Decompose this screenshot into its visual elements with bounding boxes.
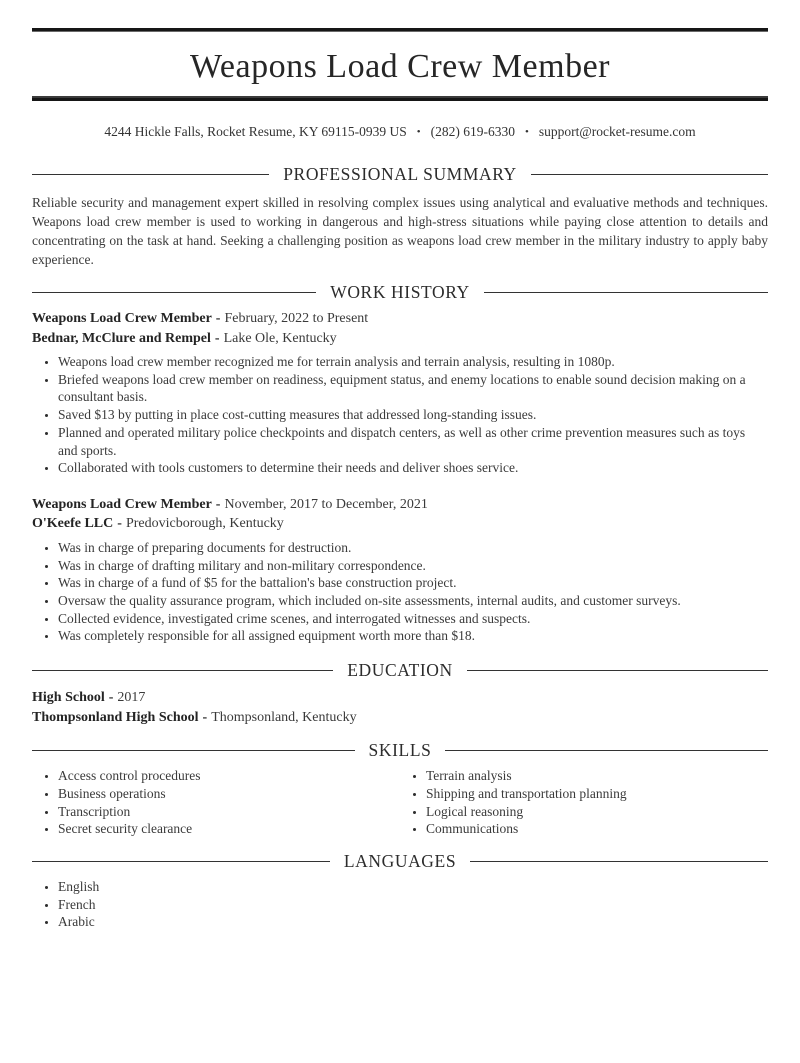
contact-phone: (282) 619-6330 <box>430 124 515 139</box>
heading-rule-left <box>32 174 269 176</box>
job-bullet: • Was in charge of preparing documents for destruction. <box>58 539 768 557</box>
job-dates: November, 2017 to December, 2021 <box>224 496 428 512</box>
skill-item: • Shipping and transportation planning <box>426 785 768 803</box>
work-heading: WORK HISTORY <box>330 282 470 302</box>
education-degree: High School <box>32 690 105 706</box>
section-heading-skills <box>32 739 768 762</box>
skills-list-left <box>32 767 400 838</box>
skill-item: • Communications <box>426 820 768 838</box>
job-bullet: • Oversaw the quality assurance program, which included on-site assessments, internal audits, and customer surveys. <box>58 592 768 610</box>
language-item: • French <box>58 896 768 914</box>
job-bullet: • Collected evidence, investigated crime scenes, and interrogated witnesses and suspects. <box>58 610 768 628</box>
contact-separator-dot: • <box>416 126 421 138</box>
heading-rule-right <box>470 861 768 863</box>
skills-list-right <box>400 767 768 838</box>
section-heading-languages <box>32 850 768 873</box>
dash-separator: - <box>215 496 221 512</box>
education-year: 2017 <box>117 690 146 706</box>
dash-separator: - <box>202 709 208 725</box>
job-employer-line <box>32 514 768 534</box>
education-degree-line <box>32 688 768 708</box>
language-item: • English <box>58 878 768 896</box>
section-heading-education <box>32 659 768 682</box>
education-heading: EDUCATION <box>347 660 453 681</box>
section-heading-work <box>32 281 768 304</box>
skills-columns <box>32 762 768 838</box>
job-title-line <box>32 309 768 329</box>
job-entry-2 <box>32 495 768 645</box>
education-school-line <box>32 708 768 728</box>
job-location: Lake Ole, Kentucky <box>223 330 337 346</box>
contact-address: 4244 Hickle Falls, Rocket Resume, KY 69115-0939 US <box>104 124 407 139</box>
job-employer: O'Keefe LLC <box>32 516 114 532</box>
dash-separator: - <box>117 516 122 532</box>
heading-rule-left <box>32 861 330 863</box>
languages-heading: LANGUAGES <box>343 850 457 871</box>
resume-page <box>0 28 800 931</box>
heading-rule-right <box>531 174 768 176</box>
skill-item: • Logical reasoning <box>426 803 768 821</box>
skill-item: • Business operations <box>58 785 400 803</box>
job-location: Predovicborough, Kentucky <box>125 516 284 532</box>
dash-separator: - <box>214 330 220 346</box>
contact-separator-dot: • <box>524 126 529 138</box>
skill-item: • Terrain analysis <box>426 767 768 785</box>
job-dates: February, 2022 to Present <box>224 311 369 326</box>
heading-rule-left <box>32 292 316 294</box>
education-entry <box>32 688 768 727</box>
summary-text: Reliable security and management expert skilled in resolving complex issues using analytical and evaluative methods and techniques. Weapons load crew member is used to working in dangerous and high-stress situations while paying close attention to details and concentrating on the task at hand. Seeking a challenging position as weapons load crew member in the military industry to apply baby experience. <box>32 195 768 267</box>
dash-separator: - <box>108 690 114 706</box>
job-bullet: • Was in charge of a fund of $5 for the battalion's base construction project. <box>58 574 768 592</box>
contact-email: support@rocket-resume.com <box>538 124 696 139</box>
language-item: • Arabic <box>58 913 768 931</box>
heading-rule-right <box>484 292 768 294</box>
job-bullet-list <box>32 539 768 645</box>
job-bullet: • Planned and operated military police checkpoints and dispatch centers, as well as other crime prevention measures such as toys and sports. <box>58 424 768 459</box>
heading-rule-left <box>32 670 333 672</box>
heading-rule-left <box>32 750 355 752</box>
job-entry-1 <box>32 309 768 477</box>
section-heading-summary <box>32 163 768 186</box>
education-location: Thompsonland, Kentucky <box>211 709 357 725</box>
job-title: Weapons Load Crew Member <box>32 496 212 512</box>
job-bullet-list <box>32 353 768 477</box>
skill-item: • Access control procedures <box>58 767 400 785</box>
resume-title: Weapons Load Crew Member <box>190 48 610 85</box>
job-bullet: • Collaborated with tools customers to determine their needs and deliver shoes service. <box>58 459 768 477</box>
summary-heading: PROFESSIONAL SUMMARY <box>283 164 517 184</box>
job-bullet: • Saved $13 by putting in place cost-cutting measures that addressed long-standing issues. <box>58 406 768 424</box>
job-bullet: • Weapons load crew member recognized me for terrain analysis and terrain analysis, resulting in 1080p. <box>58 353 768 371</box>
job-employer: Bednar, McClure and Rempel <box>32 330 211 346</box>
languages-list <box>32 878 768 931</box>
job-employer-line <box>32 329 768 349</box>
heading-rule-right <box>467 670 768 672</box>
heading-rule-right <box>445 750 768 752</box>
title-bottom-rule <box>32 96 768 101</box>
job-bullet: • Was in charge of drafting military and non-military correspondence. <box>58 557 768 575</box>
job-title: Weapons Load Crew Member <box>32 311 212 326</box>
job-bullet: • Was completely responsible for all assigned equipment worth more than $18. <box>58 627 768 645</box>
skill-item: • Transcription <box>58 803 400 821</box>
education-school: Thompsonland High School <box>32 709 199 725</box>
title-top-rule <box>32 28 768 32</box>
skills-heading: SKILLS <box>368 740 432 761</box>
skill-item: • Secret security clearance <box>58 820 400 838</box>
job-bullet: • Briefed weapons load crew member on readiness, equipment status, and enemy locations to enable sound decision making on a consultant basis. <box>58 371 768 406</box>
contact-line <box>32 123 768 141</box>
job-title-line <box>32 495 768 515</box>
dash-separator: - <box>215 311 221 326</box>
